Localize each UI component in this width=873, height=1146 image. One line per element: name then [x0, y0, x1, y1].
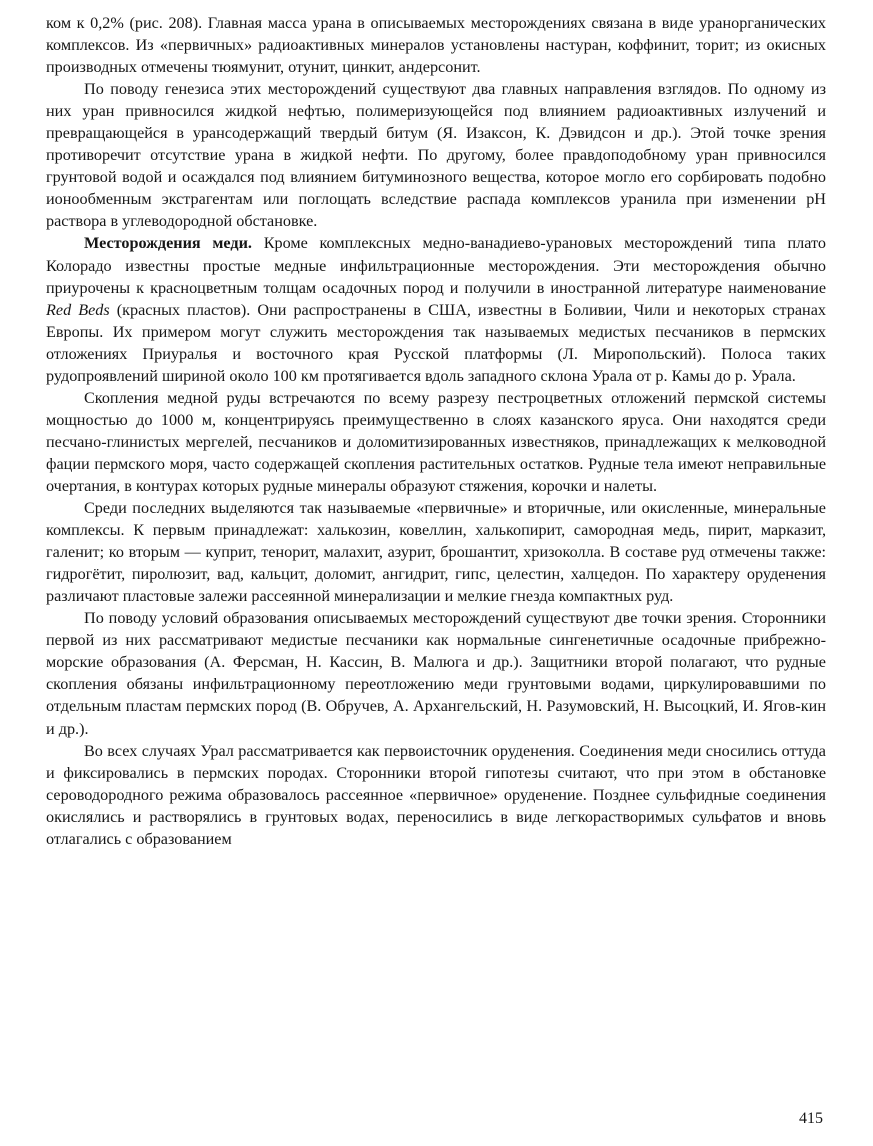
paragraph-copper-deposits [46, 232, 826, 386]
paragraph-mineral-complexes: Среди последних выделяются так называемые «первичные» и вторичные, или окисленные, минеральные комплексы. К первым принадлежат: халькозин, ковеллин, халькопирит, самородная медь, пирит, марказит, галенит; ко вторым — куприт, тенорит, малахит, азурит, брошантит, хризоколла. В составе руд отмечены также: гидрогётит, пиролюзит, вад, кальцит, доломит, ангидрит, гипс, целестин, халцедон. По характеру оруденения различают пластовые залежи рассеянной минерализации и мелкие гнезда компактных руд. [46, 499, 826, 606]
paragraph-ore-accumulations: Скопления медной руды встречаются по всему разрезу пестроцветных отложений пермской системы мощностью до 1000 м, концентрируясь преимущественно в слоях казанского яруса. Они находятся среди песчано-глинистых мергелей, песчаников и доломитизированных известняков, принадлежащих к мелководной фации пермского моря, часто содержащей скопления растительных остатков. Рудные тела имеют неправильные очертания, в контурах которых рудные минералы образуют стяжения, корочки и налеты. [46, 388, 826, 495]
section-heading-copper: Месторождения меди. [84, 234, 252, 253]
copper-text-part-b: (красных пластов). Они распространены в США, известны в Боливии, Чили и некоторых странах Европы. Их примером могут служить месторождения так называемых медистых песчаников в пермских отложениях Приуралья и восточного края Русской платформы (Л. Миропольский). Полоса таких рудопроявлений шириной около 100 км протягивается вдоль западного склона Урала от р. Камы до р. Урала. [46, 300, 826, 385]
paragraph-ural-source: Во всех случаях Урал рассматривается как первоисточник оруденения. Соединения меди сносились оттуда и фиксировались в пермских породах. Сторонники второй гипотезы считают, что при этом в обстановке сероводородного режима образовалось рассеянное «первичное» оруденение. Позднее сульфидные соединения окислялись и растворялись в грунтовых водах, переносились в виде легкорастворимых сульфатов и вновь отлагались с образованием [46, 741, 826, 848]
paragraph-uranium-continuation: ком к 0,2% (рис. 208). Главная масса урана в описываемых месторождениях связана в виде уранорганических комплексов. Из «первичных» радиоактивных минералов установлены настуран, коффинит, торит; из окисных производных отмечены тюямунит, отунит, цинкит, андерсонит. [46, 14, 826, 77]
page-number: 415 [799, 1110, 823, 1127]
copper-text-part-a: Кроме комплексных медно-ванадиево-урановых месторождений типа плато Колорадо известны простые медные инфильтрационные месторождения. Эти месторождения обычно приурочены к красноцветным толщам осадочных пород и получили в иностранной литературе наименование [46, 234, 826, 297]
page-body [46, 12, 826, 850]
paragraph-formation-views: По поводу условий образования описываемых месторождений существуют две точки зрения. Сторонники первой из них рассматривают медистые песчаники как нормальные сингенетичные осадочные прибрежно-морские образования (А. Ферсман, Н. Кассин, В. Малюга и др.). Защитники второй полагают, что рудные скопления обязаны инфильтрационному переотложению меди грунтовыми водами, циркулировавшими по отдельным пластам пермских пород (В. Обручев, А. Архангельский, Н. Разумовский, Н. Высоцкий, И. Ягов-кин и др.). [46, 609, 826, 738]
red-beds-term: Red Beds [46, 300, 110, 319]
paragraph-uranium-genesis: По поводу генезиса этих месторождений существуют два главных направления взглядов. По одному из них уран привносился жидкой нефтью, полимеризующейся под влиянием радиоактивных излучений и превращающейся в урансодержащий твердый битум (Я. Изаксон, К. Дэвидсон и др.). Этой точке зрения противоречит отсутствие урана в жидкой нефти. По другому, более правдоподобному уран привносился грунтовой водой и осаждался под влиянием битуминозного вещества, которое могло его сорбировать подобно ионообменным экстрагентам или поглощать вследствие распада комплексов уранила при изменении pH раствора в углеводородной обстановке. [46, 80, 826, 231]
